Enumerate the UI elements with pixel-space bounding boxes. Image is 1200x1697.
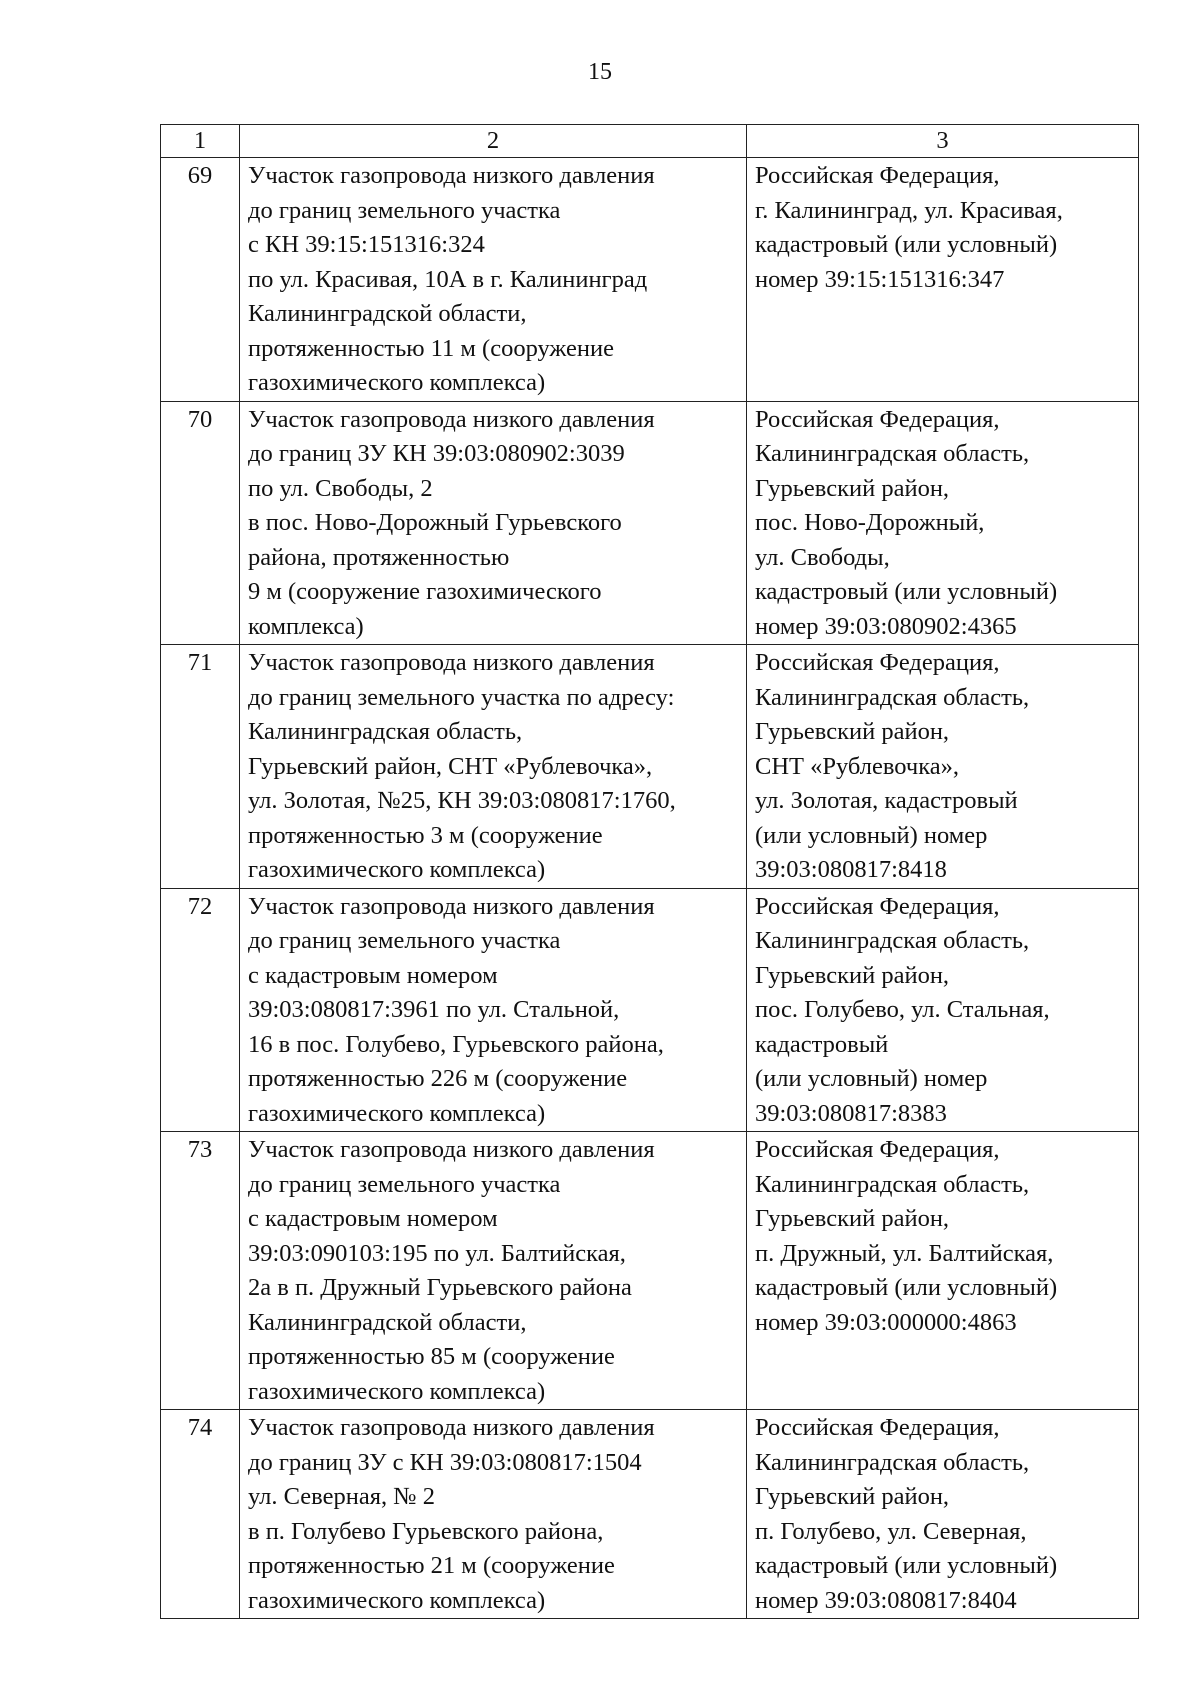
table-row (161, 645, 1139, 889)
column-header-2: 2 (240, 125, 747, 158)
object-description: Участок газопровода низкого давления до границ ЗУ с КН 39:03:080817:1504 ул. Северная, № 2 в п. Голубево Гурьевского района, протяженностью 21 м (сооружение газохимического комплекса) (240, 1410, 747, 1619)
owner-address: Российская Федерация, Калининградская область, Гурьевский район, п. Дружный, ул. Балтийская, кадастровый (или условный) номер 39:03:000000:4863 (747, 1132, 1139, 1410)
owner-address: Российская Федерация, Калининградская область, Гурьевский район, п. Голубево, ул. Северная, кадастровый (или условный) номер 39:03:080817:8404 (747, 1410, 1139, 1619)
table-row (161, 1132, 1139, 1410)
table-row (161, 158, 1139, 402)
row-number: 73 (161, 1132, 240, 1410)
table-row (161, 888, 1139, 1132)
owner-address: Российская Федерация, Калининградская область, Гурьевский район, пос. Голубево, ул. Стальная, кадастровый (или условный) номер 39:03:080817:8383 (747, 888, 1139, 1132)
row-number: 74 (161, 1410, 240, 1619)
owner-address: Российская Федерация, Калининградская область, Гурьевский район, пос. Ново-Дорожный, ул. Свободы, кадастровый (или условный) номер 39:03:080902:4365 (747, 401, 1139, 645)
owner-address: Российская Федерация, Калининградская область, Гурьевский район, СНТ «Рублевочка», ул. Золотая, кадастровый (или условный) номер 39:03:080817:8418 (747, 645, 1139, 889)
row-number: 70 (161, 401, 240, 645)
table-row (161, 401, 1139, 645)
table-header-row (161, 125, 1139, 158)
object-description: Участок газопровода низкого давления до границ ЗУ КН 39:03:080902:3039 по ул. Свободы, 2 в пос. Ново-Дорожный Гурьевского района, протяженностью 9 м (сооружение газохимического комплекса) (240, 401, 747, 645)
column-header-1: 1 (161, 125, 240, 158)
row-number: 69 (161, 158, 240, 402)
table-row (161, 1410, 1139, 1619)
page-number: 15 (588, 59, 612, 85)
object-description: Участок газопровода низкого давления до границ земельного участка с КН 39:15:151316:324 по ул. Красивая, 10А в г. Калининград Калининградской области, протяженностью 11 м (сооружение газохимического комплекса) (240, 158, 747, 402)
row-number: 71 (161, 645, 240, 889)
owner-address: Российская Федерация, г. Калининград, ул. Красивая, кадастровый (или условный) номер 39:15:151316:347 (747, 158, 1139, 402)
object-description: Участок газопровода низкого давления до границ земельного участка по адресу: Калининградская область, Гурьевский район, СНТ «Рублевочка», ул. Золотая, №25, КН 39:03:080817:1760, протяженностью 3 м (сооружение газохимического комплекса) (240, 645, 747, 889)
row-number: 72 (161, 888, 240, 1132)
object-description: Участок газопровода низкого давления до границ земельного участка с кадастровым номером 39:03:080817:3961 по ул. Стальной, 16 в пос. Голубево, Гурьевского района, протяженностью 226 м (сооружение газохимического комплекса) (240, 888, 747, 1132)
column-header-3: 3 (747, 125, 1139, 158)
property-register-table (160, 124, 1139, 1619)
object-description: Участок газопровода низкого давления до границ земельного участка с кадастровым номером 39:03:090103:195 по ул. Балтийская, 2а в п. Дружный Гурьевского района Калининградской области, протяженностью 85 м (сооружение газохимического комплекса) (240, 1132, 747, 1410)
